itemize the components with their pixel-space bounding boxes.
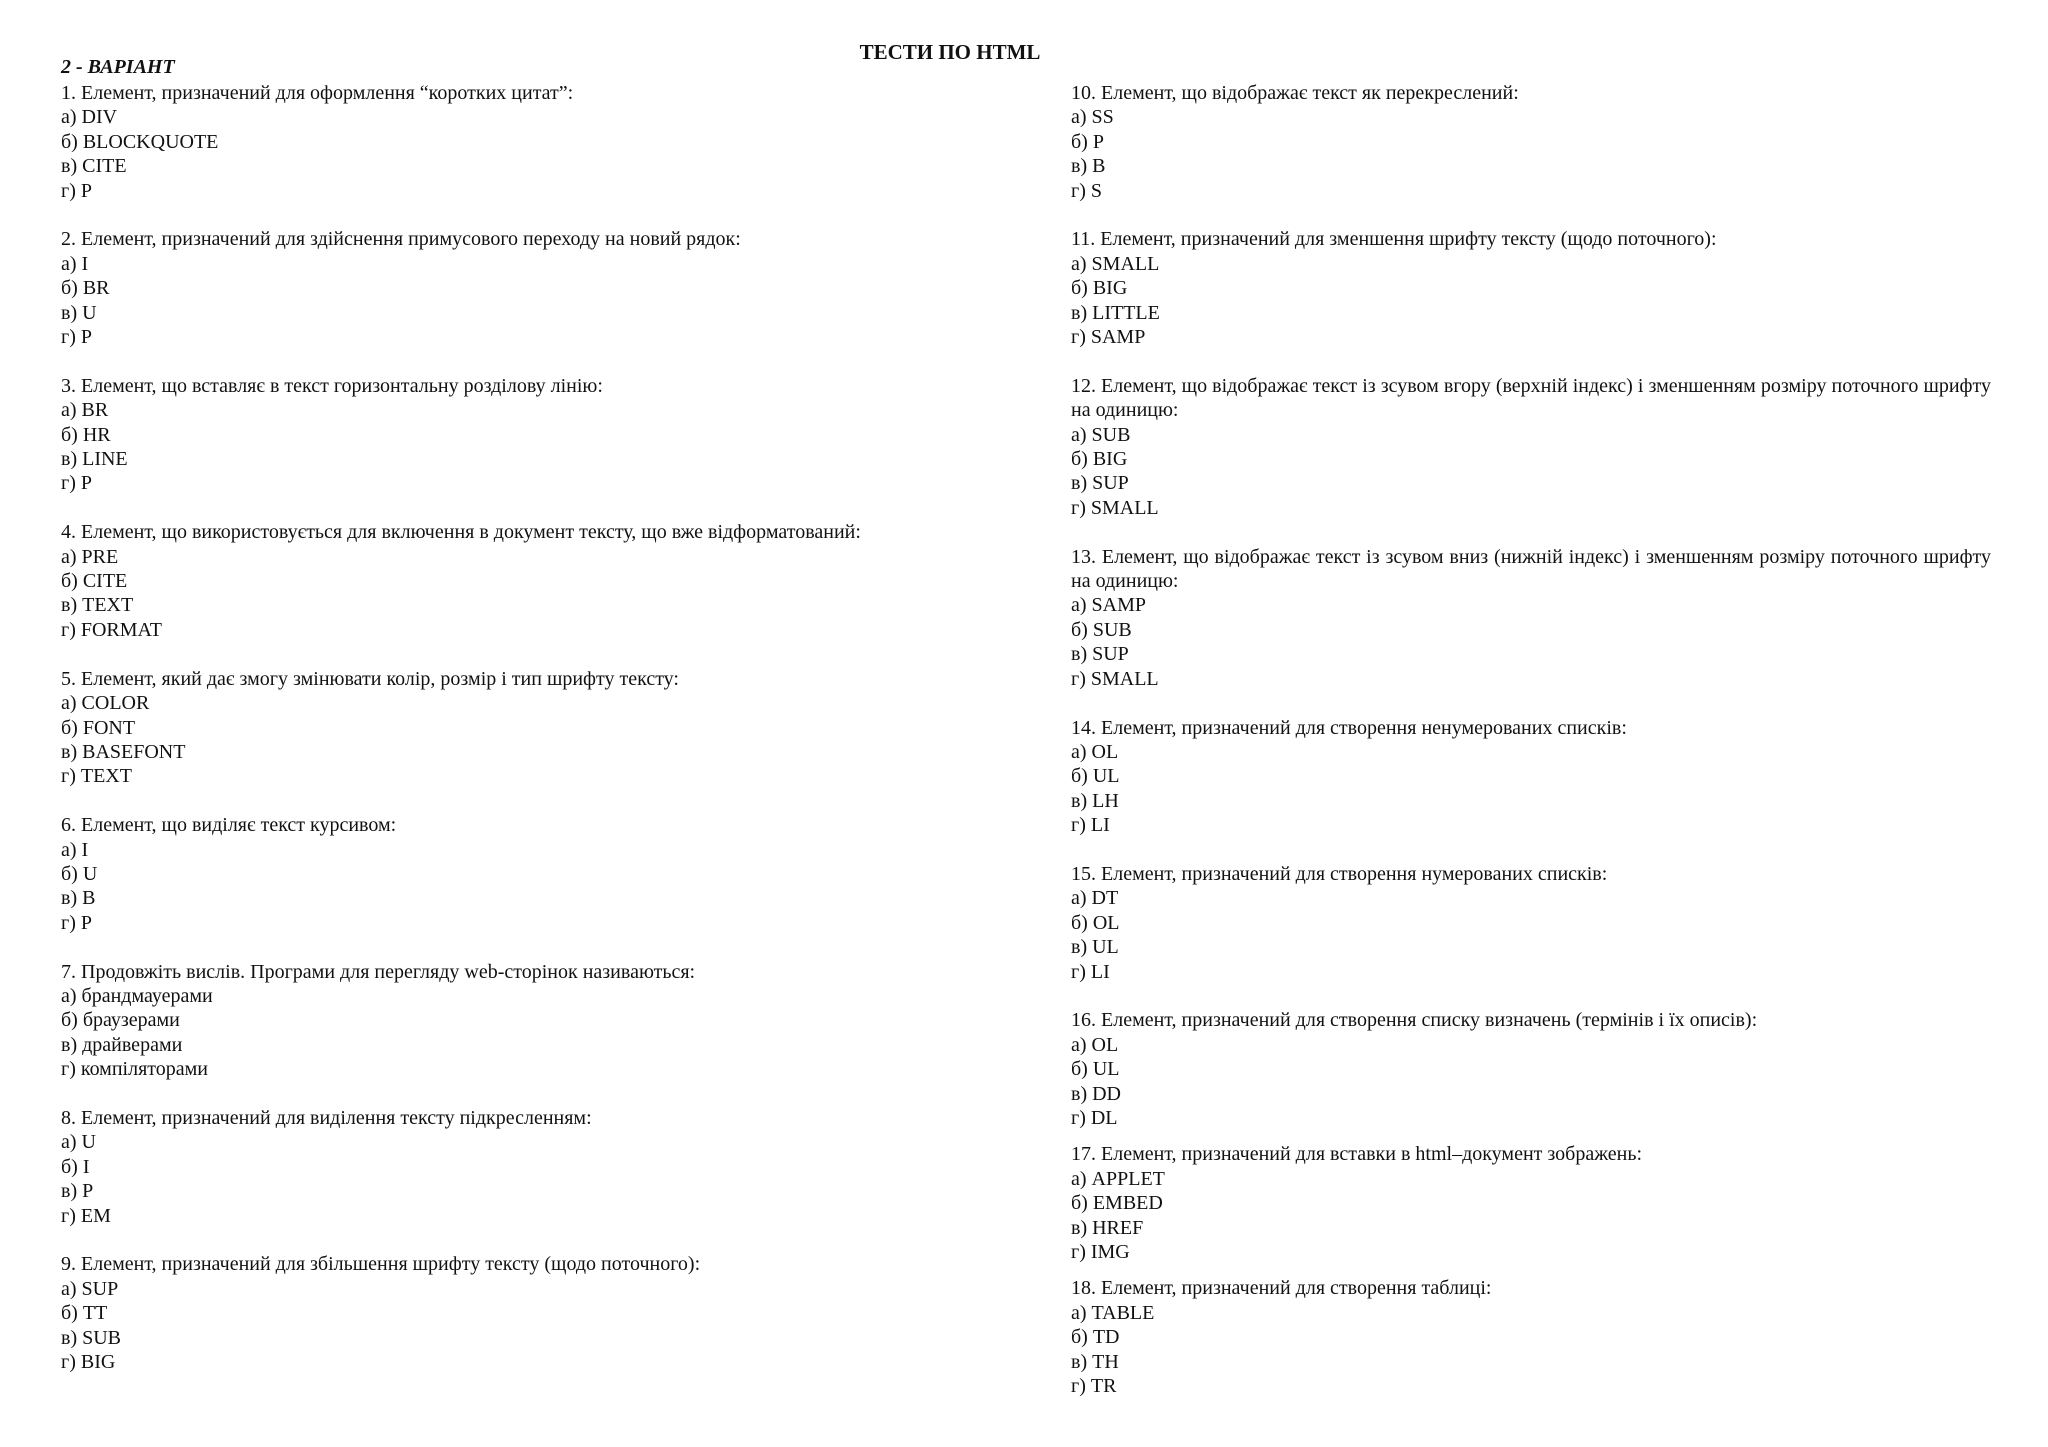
answer-option-c: в) CITE (61, 155, 127, 178)
question-7 (61, 960, 961, 1082)
question-text: 3. Елемент, що вставляє в текст горизонтальну розділову лінію: (61, 374, 603, 397)
answer-option-d: г) FORMAT (61, 618, 162, 641)
answer-option-d: г) P (61, 472, 92, 495)
question-text: 1. Елемент, призначений для оформлення “коротких цитат”: (61, 82, 574, 104)
question-18 (1071, 1276, 1991, 1398)
answer-option-c: в) UL (1071, 936, 1119, 959)
answer-option-b: б) UL (1071, 1058, 1120, 1081)
answer-option-d: г) P (61, 911, 92, 934)
answer-option-a: а) PRE (61, 545, 119, 568)
answer-option-d: г) EM (61, 1204, 111, 1227)
question-text: 18. Елемент, призначений для створення таблиці: (1071, 1277, 1492, 1300)
question-text: 12. Елемент, що відображає текст із зсувом вгору (верхній індекс) і зменшенням розміру поточного шрифту на одиницю: (1071, 374, 1991, 422)
question-text: 10. Елемент, що відображає текст як перекреслений: (1071, 82, 1519, 104)
question-text: 5. Елемент, який дає змогу змінювати колір, розмір і тип шрифту тексту: (61, 667, 679, 690)
answer-option-b: б) CITE (61, 570, 128, 593)
question-text: 6. Елемент, що виділяє текст курсивом: (61, 814, 397, 837)
answer-option-b: б) BR (61, 277, 110, 300)
answer-option-c: в) TEXT (61, 594, 134, 617)
question-5 (61, 667, 961, 789)
answer-option-b: б) HR (61, 423, 111, 446)
answer-option-c: в) B (61, 887, 96, 910)
question-8 (61, 1106, 961, 1228)
answer-option-b: б) OL (1071, 911, 1120, 934)
answer-option-a: а) DIV (61, 106, 118, 129)
answer-option-a: а) OL (1071, 740, 1119, 763)
question-3 (61, 374, 961, 496)
answer-option-a: а) I (61, 838, 89, 861)
question-text: 13. Елемент, що відображає текст із зсувом вниз (нижній індекс) і зменшенням розміру поточного шрифту на одиницю: (1071, 545, 1991, 593)
answer-option-c: в) LINE (61, 448, 128, 471)
answer-option-c: в) U (61, 301, 97, 324)
answer-option-c: в) HREF (1071, 1216, 1144, 1239)
answer-option-b: б) TT (61, 1302, 108, 1325)
answer-option-d: г) P (61, 179, 92, 202)
answer-option-a: а) DT (1071, 887, 1119, 910)
question-text: 17. Елемент, призначений для вставки в html–документ зображень: (1071, 1143, 1643, 1166)
answer-option-a: а) SUB (1071, 423, 1131, 446)
question-16 (1071, 1008, 1991, 1130)
answer-option-c: в) TH (1071, 1350, 1119, 1373)
answer-option-d: г) P (61, 326, 92, 349)
answer-option-b: б) EMBED (1071, 1192, 1163, 1215)
answer-option-c: в) BASEFONT (61, 740, 186, 763)
answer-option-a: а) BR (61, 399, 109, 422)
question-text: 16. Елемент, призначений для створення списку визначень (термінів і їх описів): (1071, 1009, 1758, 1032)
answer-option-d: г) SAMP (1071, 326, 1146, 349)
question-text: 4. Елемент, що використовується для включення в документ тексту, що вже відформатований: (61, 521, 861, 544)
answer-option-c: в) SUB (61, 1326, 122, 1349)
answer-option-a: а) брандмауерами (61, 984, 213, 1007)
answer-option-a: а) U (61, 1131, 96, 1154)
answer-option-c: в) SUP (1071, 472, 1129, 495)
question-11 (1071, 227, 1991, 349)
answer-option-d: г) компіляторами (61, 1058, 208, 1081)
question-10 (1071, 81, 1991, 203)
answer-option-b: б) P (1071, 130, 1104, 153)
question-17 (1071, 1142, 1991, 1264)
question-text: 14. Елемент, призначений для створення ненумерованих списків: (1071, 716, 1627, 739)
question-text: 8. Елемент, призначений для виділення тексту підкресленням: (61, 1106, 592, 1129)
question-13 (1071, 545, 1991, 691)
answer-option-a: а) SMALL (1071, 252, 1160, 275)
question-text: 11. Елемент, призначений для зменшення шрифту тексту (щодо поточного): (1071, 228, 1717, 251)
answer-option-b: б) SUB (1071, 618, 1132, 641)
question-text: 7. Продовжіть вислів. Програми для перегляду web-сторінок називаються: (61, 960, 696, 983)
left-column (61, 81, 961, 1399)
answer-option-a: а) COLOR (61, 692, 150, 715)
answer-option-d: г) SMALL (1071, 667, 1159, 690)
question-6 (61, 813, 961, 935)
answer-option-c: в) драйверами (61, 1033, 183, 1056)
question-text: 15. Елемент, призначений для створення нумерованих списків: (1071, 862, 1608, 885)
answer-option-c: в) LH (1071, 789, 1119, 812)
answer-option-b: б) U (61, 862, 98, 885)
answer-option-b: б) BLOCKQUOTE (61, 130, 219, 153)
answer-option-a: а) SUP (61, 1277, 119, 1300)
question-14 (1071, 716, 1991, 838)
answer-option-a: а) OL (1071, 1033, 1119, 1056)
answer-option-b: б) UL (1071, 765, 1120, 788)
question-15 (1071, 862, 1991, 984)
answer-option-b: б) браузерами (61, 1009, 180, 1032)
variant-heading: 2 - ВАРІАНТ (61, 56, 175, 78)
answer-option-d: г) SMALL (1071, 496, 1159, 519)
question-2 (61, 227, 961, 349)
question-text: 9. Елемент, призначений для збільшення шрифту тексту (щодо поточного): (61, 1253, 701, 1276)
question-9 (61, 1252, 961, 1374)
question-12 (1071, 374, 1991, 520)
answer-option-a: а) I (61, 252, 89, 275)
answer-option-a: а) APPLET (1071, 1167, 1165, 1190)
question-1 (61, 81, 961, 203)
answer-option-b: б) FONT (61, 716, 136, 739)
answer-option-d: г) LI (1071, 960, 1110, 983)
right-column (1071, 81, 1991, 1423)
answer-option-d: г) S (1071, 179, 1102, 202)
answer-option-a: а) TABLE (1071, 1301, 1155, 1324)
answer-option-a: а) SAMP (1071, 594, 1147, 617)
answer-option-a: а) SS (1071, 106, 1114, 129)
answer-option-c: в) P (61, 1180, 94, 1203)
answer-option-d: г) IMG (1071, 1241, 1130, 1263)
answer-option-d: г) DL (1071, 1106, 1118, 1129)
answer-option-d: г) TEXT (61, 765, 132, 788)
answer-option-c: в) LITTLE (1071, 301, 1160, 324)
answer-option-d: г) TR (1071, 1375, 1117, 1398)
answer-option-c: в) DD (1071, 1082, 1121, 1105)
page-title: ТЕСТИ ПО HTML (859, 40, 1041, 64)
answer-option-b: б) BIG (1071, 277, 1128, 300)
answer-option-c: в) SUP (1071, 643, 1129, 666)
question-text: 2. Елемент, призначений для здійснення примусового переходу на новий рядок: (61, 228, 741, 251)
answer-option-b: б) BIG (1071, 448, 1128, 471)
answer-option-d: г) BIG (61, 1351, 116, 1373)
question-4 (61, 520, 961, 642)
answer-option-c: в) B (1071, 155, 1106, 178)
answer-option-b: б) I (61, 1155, 90, 1178)
answer-option-d: г) LI (1071, 814, 1110, 837)
answer-option-b: б) TD (1071, 1326, 1120, 1349)
